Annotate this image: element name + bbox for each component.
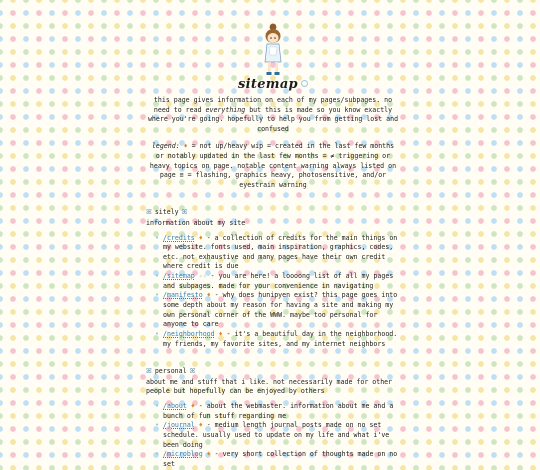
neighborhood-link[interactable]: /neighborhood — [163, 330, 215, 339]
section-heading — [146, 367, 400, 377]
item-description: - why does hunipyen exist? this page goes into some depth about my reason for having a site and making my own personal corner of the WWW. maybe too personal for anyone to care — [163, 291, 398, 329]
item-description: - a collection of credits for the main things on my website. fonts used, main inspiration, graphics, codes, etc. not exhaustive and many pages have their own credit where credit is due — [163, 233, 398, 271]
microblog-link[interactable]: /microblog — [163, 450, 203, 459]
wip-icon: ♦ — [183, 142, 188, 151]
legend — [146, 142, 400, 190]
intro-line: this page gives information on each of my pages/subpages. no need to read — [153, 96, 393, 114]
list-item — [163, 291, 400, 329]
intro-tail: but this is made so you know exactly where you're going. hopefully to help you from getting lost and confused — [147, 105, 399, 133]
wip-icon: ♦ — [206, 450, 211, 459]
page-title: sitemap — [146, 78, 400, 92]
list-item — [163, 330, 400, 349]
section-personal — [146, 367, 400, 469]
section-description: information about my site — [146, 218, 246, 227]
item-description: - very short collection of thoughts made on no set — [163, 450, 398, 468]
section-title: sitely — [154, 208, 179, 217]
wing-icon: ꕤ — [181, 208, 188, 217]
wip-icon: ♦ — [218, 330, 223, 339]
page-list — [146, 234, 400, 350]
intro-emphasis: everything — [205, 105, 246, 114]
item-description: - it's a beautiful day in the neighborhood. my friends, my favorite sites, and my internet neighbors — [163, 330, 398, 348]
page-header — [146, 22, 400, 190]
page-list — [146, 402, 400, 470]
wip-icon: ♦ — [198, 421, 203, 430]
list-item — [163, 272, 400, 291]
item-description: - about the webmaster. information about me and a bunch of fun stuff regarding me — [163, 402, 394, 420]
sparkle-icon — [301, 80, 308, 87]
section-heading — [146, 208, 400, 218]
sparkle-icon: ✧✧ — [198, 272, 207, 281]
section-title: personal — [154, 367, 187, 376]
list-item — [163, 421, 400, 450]
manifesto-link[interactable]: /manifesto — [163, 291, 203, 300]
wing-icon: ꕤ — [146, 367, 152, 376]
journal-link[interactable]: /journal — [163, 421, 195, 430]
mascot-girl-illustration — [260, 22, 286, 78]
wip-icon: ♦ — [190, 402, 195, 410]
wip-icon: ♦ — [206, 291, 211, 300]
about-link[interactable]: /about — [163, 402, 187, 410]
sitemap-link[interactable]: /sitemap — [163, 272, 195, 281]
legend-text: = not up/heavy wip = created in the last few months or notably updated in the last few months = ≠ triggering or heavy topics on page. notable content warning always listed on page ≡ = flashing, graphics heavy, photosensitive, and/or eyestrain warning — [149, 142, 397, 189]
credits-link[interactable]: /credits — [163, 233, 195, 242]
intro-text — [146, 96, 400, 134]
item-description: - you are here! a loooong list of all my pages and subpages. made for your convenience in navigating — [163, 272, 394, 290]
wip-icon: ♦ — [198, 233, 203, 242]
section-sitely — [146, 208, 400, 349]
wing-icon: ꕤ — [146, 208, 152, 217]
list-item — [163, 450, 400, 469]
wing-icon: ꕤ — [189, 367, 196, 376]
sitemap-content — [146, 22, 400, 470]
section-description: about me and stuff that i like. not necessarily made for other people but hopefully can be enjoyed by others — [146, 377, 393, 396]
item-description: - medium length journal posts made on no set schedule. usually used to update on my life and what i've been doing — [163, 421, 390, 449]
list-item — [163, 234, 400, 272]
legend-label: legend: — [151, 142, 180, 151]
